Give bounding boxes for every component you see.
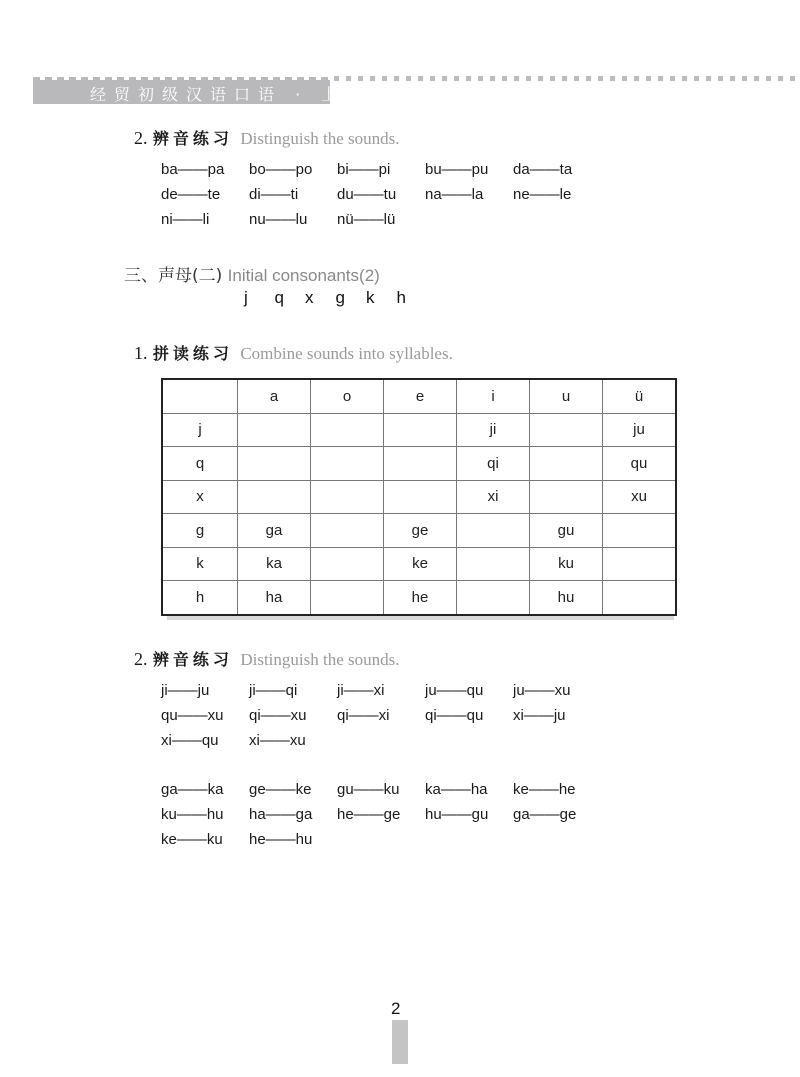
table-cell — [238, 447, 311, 481]
table-cell: ji — [457, 413, 530, 447]
table-cell — [238, 480, 311, 514]
header-cell: a — [238, 379, 311, 413]
section-title-en: Initial consonants(2) — [227, 266, 380, 285]
table-cell — [238, 413, 311, 447]
sound-pair: bi——pi — [337, 161, 391, 178]
sound-pair: ba——pa — [161, 161, 225, 178]
exercise-number: 1. — [134, 343, 148, 363]
sound-pair: ji——qi — [249, 682, 298, 699]
sound-pair: qu——xu — [161, 707, 224, 724]
sound-pair: xi——xu — [249, 732, 306, 749]
table-cell: ga — [238, 514, 311, 548]
table-cell — [384, 413, 457, 447]
pair-row — [161, 161, 601, 186]
table-cell: xu — [603, 480, 677, 514]
header-cell: ü — [603, 379, 677, 413]
sound-pair: ka——ha — [425, 781, 488, 798]
table-cell — [457, 514, 530, 548]
sound-pair: he——ge — [337, 806, 401, 823]
sound-pair: bu——pu — [425, 161, 489, 178]
sound-pair: ke——ku — [161, 831, 223, 848]
header-cell: o — [311, 379, 384, 413]
pair-row — [161, 707, 601, 732]
sound-pair: du——tu — [337, 186, 397, 203]
exercise-heading — [134, 341, 453, 364]
exercise-number: 2. — [134, 649, 148, 669]
section-title-zh: 三、声母(二) — [124, 266, 223, 286]
initial: j — [244, 288, 248, 307]
table-cell — [311, 480, 384, 514]
sound-pair: ji——ju — [161, 682, 210, 699]
table-cell — [311, 413, 384, 447]
sound-pair: gu——ku — [337, 781, 400, 798]
sound-pair: di——ti — [249, 186, 299, 203]
table-cell — [603, 581, 677, 615]
exercise-number: 2. — [134, 128, 148, 148]
table-cell — [603, 514, 677, 548]
sound-pair: bo——po — [249, 161, 313, 178]
page-tab-marker — [392, 1020, 408, 1064]
initial: x — [305, 288, 314, 307]
table-header-row — [162, 379, 676, 413]
table-row — [162, 514, 676, 548]
section-heading — [124, 261, 380, 286]
pair-row — [161, 732, 601, 757]
sound-pair: nü——lü — [337, 211, 396, 228]
table-row — [162, 581, 676, 615]
table-cell — [384, 480, 457, 514]
initials-list — [244, 288, 427, 308]
sound-pair: ga——ka — [161, 781, 224, 798]
exercise-heading — [134, 647, 399, 670]
sound-pair: xi——ju — [513, 707, 566, 724]
header-cell: e — [384, 379, 457, 413]
exercise-title-en: Distinguish the sounds. — [240, 129, 400, 148]
syllable-table — [161, 378, 677, 616]
pair-row — [161, 682, 601, 707]
sound-pair: ni——li — [161, 211, 210, 228]
initial: q — [274, 288, 284, 307]
table-cell — [603, 547, 677, 581]
table-row — [162, 547, 676, 581]
pair-row — [161, 211, 601, 236]
exercise-title-zh: 拼读练习 — [152, 344, 233, 363]
sound-pair: he——hu — [249, 831, 313, 848]
pair-row — [161, 806, 601, 831]
initial: h — [396, 288, 406, 307]
table-cell — [530, 413, 603, 447]
table-row — [162, 480, 676, 514]
table-cell: ge — [384, 514, 457, 548]
table-cell — [457, 547, 530, 581]
sound-pair: qi——xi — [337, 707, 390, 724]
sound-pair: ju——qu — [425, 682, 484, 699]
sound-pair: de——te — [161, 186, 221, 203]
pair-row — [161, 186, 601, 211]
table-cell: hu — [530, 581, 603, 615]
table-cell: he — [384, 581, 457, 615]
row-header-cell: k — [162, 547, 238, 581]
sound-pair: hu——gu — [425, 806, 489, 823]
sound-pair: qi——qu — [425, 707, 484, 724]
table-cell — [311, 581, 384, 615]
row-header-cell: x — [162, 480, 238, 514]
table-cell — [530, 447, 603, 481]
sound-pair: qi——xu — [249, 707, 307, 724]
table-cell: ka — [238, 547, 311, 581]
pair-row — [161, 781, 601, 806]
exercise-title-en: Combine sounds into syllables. — [240, 344, 453, 363]
book-title: 经贸初级汉语口语 · 上 — [90, 85, 346, 104]
table-cell: ke — [384, 547, 457, 581]
table-cell — [457, 581, 530, 615]
table-cell — [384, 447, 457, 481]
table-cell — [311, 447, 384, 481]
sound-pair: ha——ga — [249, 806, 313, 823]
header-cell: i — [457, 379, 530, 413]
sound-pair: na——la — [425, 186, 484, 203]
sound-pairs-group-2 — [161, 781, 601, 856]
header-cell: u — [530, 379, 603, 413]
sound-pair: ku——hu — [161, 806, 224, 823]
header-cell — [162, 379, 238, 413]
row-header-cell: h — [162, 581, 238, 615]
table-cell — [311, 514, 384, 548]
sound-pair: da——ta — [513, 161, 573, 178]
table-cell: qu — [603, 447, 677, 481]
exercise-title-zh: 辨音练习 — [152, 129, 233, 148]
sound-pair: ne——le — [513, 186, 572, 203]
table-cell: ha — [238, 581, 311, 615]
sound-pairs-list — [161, 161, 601, 236]
sound-pair: nu——lu — [249, 211, 308, 228]
page-number: 2 — [391, 999, 401, 1018]
exercise-heading — [134, 126, 399, 149]
sound-pair: ge——ke — [249, 781, 312, 798]
table-row — [162, 413, 676, 447]
table-cell: ju — [603, 413, 677, 447]
sound-pair: xi——qu — [161, 732, 219, 749]
sound-pair: ju——xu — [513, 682, 571, 699]
table-cell: xi — [457, 480, 530, 514]
pair-row — [161, 831, 601, 856]
exercise-title-zh: 辨音练习 — [152, 650, 233, 669]
table-cell: gu — [530, 514, 603, 548]
sound-pair: ji——xi — [337, 682, 385, 699]
row-header-cell: j — [162, 413, 238, 447]
header-dotted-line — [334, 76, 800, 81]
sound-pair: ke——he — [513, 781, 576, 798]
initial: k — [366, 288, 375, 307]
row-header-cell: g — [162, 514, 238, 548]
table-cell — [530, 480, 603, 514]
table-cell: ku — [530, 547, 603, 581]
table-cell: qi — [457, 447, 530, 481]
sound-pair: ga——ge — [513, 806, 577, 823]
sound-pairs-group-1 — [161, 682, 601, 757]
table-row — [162, 447, 676, 481]
initial: g — [335, 288, 345, 307]
row-header-cell: q — [162, 447, 238, 481]
exercise-title-en: Distinguish the sounds. — [240, 650, 400, 669]
table-cell — [311, 547, 384, 581]
